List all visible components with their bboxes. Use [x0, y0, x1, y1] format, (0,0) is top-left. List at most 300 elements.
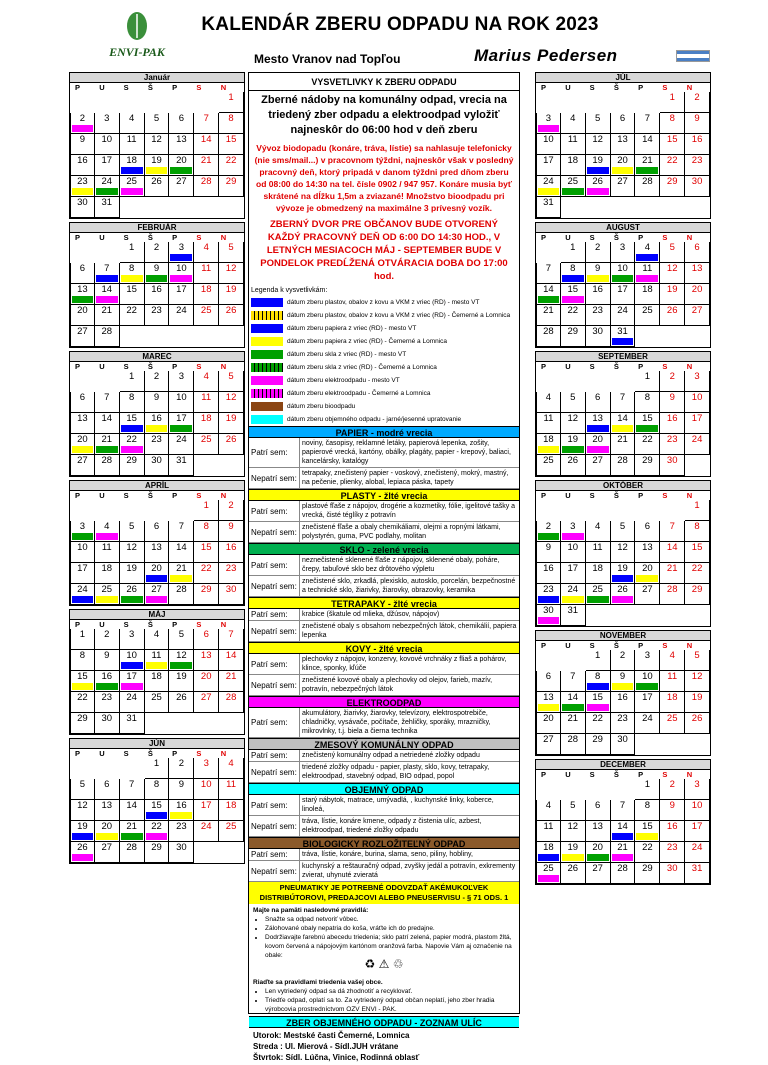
day-cell: 14 [611, 821, 636, 842]
day-cell: 27 [70, 455, 95, 476]
day-cell: 23 [145, 305, 170, 326]
day-cell: 10 [120, 650, 145, 671]
collection-marker [587, 275, 609, 282]
day-cell: 14 [660, 542, 685, 563]
day-cell: 23 [660, 842, 685, 863]
day-cell: 28 [95, 455, 120, 476]
svg-text:ENVI-PAK: ENVI-PAK [109, 45, 165, 59]
week-row [536, 521, 710, 542]
day-cell [685, 326, 710, 347]
flag-icon [676, 50, 710, 62]
month-4 [69, 609, 245, 735]
week-row [70, 392, 244, 413]
day-cell: 16 [660, 413, 685, 434]
day-cell [145, 92, 170, 113]
day-cell: 6 [635, 521, 660, 542]
day-cell [586, 371, 611, 392]
day-cell: 8 [586, 671, 611, 692]
day-cell: 5 [660, 242, 685, 263]
week-row [70, 821, 244, 842]
day-name: Š [613, 641, 619, 650]
day-cell: 31 [611, 326, 636, 347]
day-name: P [75, 749, 81, 758]
day-cell: 9 [536, 542, 561, 563]
category-belongs [249, 609, 519, 621]
day-cell: 3 [120, 629, 145, 650]
legend-text: dátum zberu elektroodpadu - Čemerné a Lomnica [287, 390, 431, 397]
day-cell: 23 [70, 176, 95, 197]
day-cell [660, 500, 685, 521]
day-name: N [220, 749, 227, 758]
day-cell: 27 [611, 176, 636, 197]
day-cell: 26 [70, 842, 95, 863]
day-cell: 24 [120, 692, 145, 713]
day-cell: 19 [169, 671, 194, 692]
day-name: P [638, 770, 644, 779]
day-cell: 5 [561, 800, 586, 821]
day-cell: 20 [169, 155, 194, 176]
day-cell: 29 [219, 176, 244, 197]
day-cell: 26 [660, 305, 685, 326]
day-cell: 21 [95, 305, 120, 326]
day-cell: 26 [219, 305, 244, 326]
category-belongs [249, 708, 519, 738]
day-cell: 15 [120, 284, 145, 305]
day-name: U [565, 233, 571, 242]
legend-swatch [251, 389, 283, 398]
day-names [536, 641, 710, 650]
month-0 [69, 72, 245, 219]
week-row [536, 779, 710, 800]
not-belongs-label: Nepatrí sem: [251, 473, 297, 483]
week-row [536, 176, 710, 197]
day-cell: 11 [561, 134, 586, 155]
category-title: ZMESOVÝ KOMUNÁLNY ODPAD [249, 738, 519, 750]
week-row [536, 821, 710, 842]
day-cell: 13 [611, 134, 636, 155]
legend-text: dátum zberu plastov, obalov z kovu a VKM z vriec (RD) - Čemerné a Lomnica [287, 312, 511, 319]
day-cell: 4 [635, 242, 660, 263]
day-cell: 20 [586, 842, 611, 863]
month-title: OKTÓBER [536, 481, 710, 491]
day-cell: 3 [169, 242, 194, 263]
day-name: Š [613, 770, 619, 779]
collection-marker [121, 446, 143, 453]
collection-marker [146, 596, 168, 603]
day-cell [194, 455, 219, 476]
day-cell: 28 [635, 176, 660, 197]
day-cell: 28 [219, 692, 244, 713]
day-cell: 11 [194, 263, 219, 284]
day-cell [561, 500, 586, 521]
week-row [70, 113, 244, 134]
day-cell: 26 [219, 434, 244, 455]
day-cell: 18 [635, 284, 660, 305]
day-name: U [565, 641, 571, 650]
category-title: BIOLOGICKY ROZLOŽITEĽNÝ ODPAD [249, 837, 519, 849]
day-name: S [196, 83, 202, 92]
collection-marker [612, 167, 634, 174]
day-cell: 8 [635, 392, 660, 413]
day-cell: 2 [219, 500, 244, 521]
bulky-street-line: Streda : Ul. Mierová - Sídl.JUH vrátane [253, 1042, 399, 1051]
day-name: U [565, 491, 571, 500]
collection-marker [121, 833, 143, 840]
day-name: S [589, 491, 595, 500]
day-cell: 15 [70, 671, 95, 692]
day-name: S [196, 362, 202, 371]
collection-marker [72, 833, 93, 840]
day-cell: 5 [120, 521, 145, 542]
rule-item: • Triedťe odpad, oplatí sa to. Za vytriedený odpad občan neplatí, jeho zber hradia výrobcovia prostredníctvom OZV ENVI - PAK. [265, 996, 515, 1014]
category-title: SKLO - zelené vrecia [249, 543, 519, 555]
day-cell: 1 [70, 629, 95, 650]
day-cell: 3 [70, 521, 95, 542]
day-cell: 29 [635, 863, 660, 884]
day-cell: 14 [95, 413, 120, 434]
day-name: P [541, 770, 547, 779]
day-name: P [638, 362, 644, 371]
day-cell: 16 [611, 692, 636, 713]
day-name: P [75, 83, 81, 92]
belongs-label: Patrí sem: [251, 718, 288, 727]
collection-marker [636, 254, 658, 261]
day-cell: 18 [586, 563, 611, 584]
day-cell: 1 [660, 92, 685, 113]
day-cell: 11 [219, 779, 244, 800]
day-name: S [589, 770, 595, 779]
day-cell: 5 [145, 113, 170, 134]
collection-marker [612, 596, 634, 603]
category-belongs [249, 555, 519, 576]
week-row [70, 779, 244, 800]
belongs-text: akumulátory, žiarivky, žiarovky, televízory, elektrospotrebiče, chladničky, vysávače, počítače, žehličky, sporáky, mrazničky, mikrovlnky, t.j. biela a čierna technika [299, 708, 519, 737]
day-cell: 14 [194, 134, 219, 155]
collection-marker [96, 533, 118, 540]
day-name: P [75, 620, 81, 629]
collection-marker [170, 275, 192, 282]
day-cell: 6 [586, 800, 611, 821]
week-row [536, 650, 710, 671]
collection-marker [612, 275, 634, 282]
week-row [70, 263, 244, 284]
collection-marker [72, 854, 93, 861]
day-cell: 11 [145, 650, 170, 671]
day-name: P [172, 362, 178, 371]
rules2-list [253, 987, 515, 1014]
day-name: U [99, 362, 105, 371]
day-cell [685, 734, 710, 755]
day-cell: 3 [685, 371, 710, 392]
day-names [70, 233, 244, 242]
day-cell: 4 [194, 242, 219, 263]
day-cell: 2 [70, 113, 95, 134]
day-cell [169, 713, 194, 734]
day-cell: 9 [70, 134, 95, 155]
day-cell [95, 758, 120, 779]
category-not-belongs [249, 816, 519, 837]
marius-pedersen-logo: Marius Pedersen [474, 46, 618, 65]
calendar-left-column [69, 72, 245, 867]
day-cell: 18 [219, 800, 244, 821]
day-cell: 10 [169, 263, 194, 284]
day-cell: 3 [685, 779, 710, 800]
day-cell: 24 [685, 434, 710, 455]
day-cell: 14 [635, 134, 660, 155]
day-cell: 7 [169, 521, 194, 542]
day-cell: 22 [194, 563, 219, 584]
day-cell: 14 [536, 284, 561, 305]
day-cell: 4 [95, 521, 120, 542]
belongs-text: plastové fľaše z nápojov, drogérie a kozmetiky, fólie, igelitové tašky a vrecká, čisté téglíky z potravín [299, 501, 519, 521]
week-row [70, 134, 244, 155]
collection-marker [636, 275, 658, 282]
week-row [70, 176, 244, 197]
day-cell: 8 [561, 263, 586, 284]
day-cell: 30 [660, 863, 685, 884]
day-cell [611, 605, 636, 626]
category-belongs [249, 849, 519, 861]
day-cell: 2 [145, 242, 170, 263]
legend-item [249, 309, 519, 322]
day-cell: 16 [95, 671, 120, 692]
day-name: P [638, 83, 644, 92]
day-cell [586, 92, 611, 113]
day-cell: 11 [120, 134, 145, 155]
legend-text: dátum zberu objemného odpadu - jarné/jesenné upratovanie [287, 416, 462, 423]
collection-marker [538, 854, 559, 861]
day-cell: 31 [120, 713, 145, 734]
day-cell [586, 605, 611, 626]
not-belongs-text: znečistené fľaše a obaly chemikáliami, olejmi a ropnými látkami, polystyrén, guma, PVC podlahy, molitan [299, 522, 519, 542]
calendar-right-column [535, 72, 711, 888]
belongs-label: Patrí sem: [251, 610, 288, 619]
day-cell: 6 [586, 392, 611, 413]
day-cell [169, 92, 194, 113]
day-cell: 21 [120, 821, 145, 842]
belongs-text: neznečistené sklenené fľaše z nápojov, sklenené obaly, poháre, črepy, tabuľové sklo bez drôtového výpletu [299, 555, 519, 575]
day-cell: 20 [586, 434, 611, 455]
day-cell: 9 [660, 800, 685, 821]
belongs-text: krabice (škatule od mlieka, džúsov, nápojov) [299, 609, 519, 620]
day-cell: 7 [635, 113, 660, 134]
day-cell: 22 [660, 155, 685, 176]
day-cell: 6 [611, 113, 636, 134]
day-cell: 13 [169, 134, 194, 155]
day-cell: 13 [536, 692, 561, 713]
day-cell: 16 [70, 155, 95, 176]
day-cell: 5 [70, 779, 95, 800]
day-cell: 14 [95, 284, 120, 305]
legend-item [249, 335, 519, 348]
collection-marker [72, 188, 93, 195]
day-cell: 15 [685, 542, 710, 563]
week-row [536, 134, 710, 155]
day-cell: 4 [194, 371, 219, 392]
day-cell: 18 [194, 413, 219, 434]
day-cell: 19 [219, 284, 244, 305]
week-row [536, 605, 710, 626]
day-cell [635, 500, 660, 521]
day-names [536, 362, 710, 371]
day-cell [536, 371, 561, 392]
day-cell: 20 [536, 713, 561, 734]
day-cell: 4 [536, 800, 561, 821]
collection-marker [636, 683, 658, 690]
recycle-icons: ♻ ⚠ ♲ [364, 957, 404, 971]
collection-marker [587, 188, 609, 195]
collection-marker [146, 167, 168, 174]
day-name: U [99, 749, 105, 758]
day-cell [70, 500, 95, 521]
day-cell: 30 [660, 455, 685, 476]
rules2-title: Riaďte sa pravidlami triedenia vašej obce. [253, 979, 383, 986]
bulky-streets-title: ZBER OBJEMNÉHO ODPADU - ZOZNAM ULÍC [249, 1016, 519, 1028]
day-cell: 23 [169, 821, 194, 842]
collection-marker [146, 662, 168, 669]
day-cell [536, 779, 561, 800]
legend-header: VYSVETLIVKY K ZBERU ODPADU [249, 73, 519, 91]
day-names [70, 362, 244, 371]
category-belongs [249, 795, 519, 816]
legend-swatch [251, 298, 283, 307]
week-row [536, 542, 710, 563]
day-cell [660, 605, 685, 626]
day-cell [70, 92, 95, 113]
day-cell [70, 371, 95, 392]
day-cell: 25 [145, 692, 170, 713]
day-names [70, 83, 244, 92]
day-cell: 24 [536, 176, 561, 197]
day-cell: 16 [660, 821, 685, 842]
day-name: S [662, 770, 668, 779]
day-cell: 18 [561, 155, 586, 176]
category-title: OBJEMNÝ ODPAD [249, 783, 519, 795]
collection-marker [170, 254, 192, 261]
collection-marker [96, 683, 118, 690]
day-cell: 1 [635, 371, 660, 392]
day-cell: 12 [219, 263, 244, 284]
day-cell: 22 [561, 305, 586, 326]
day-cell: 4 [145, 629, 170, 650]
day-name: U [99, 620, 105, 629]
day-cell [194, 197, 219, 218]
bulky-street-line: Štvrtok: Sídl. Lúčna, Vinice, Rodinná oblasť [253, 1053, 420, 1062]
day-cell: 19 [561, 434, 586, 455]
week-row [70, 434, 244, 455]
day-cell: 9 [685, 113, 710, 134]
day-cell [120, 197, 145, 218]
day-cell [611, 500, 636, 521]
collection-marker [538, 296, 559, 303]
collection-marker [146, 812, 168, 819]
day-cell [586, 500, 611, 521]
day-cell [685, 197, 710, 218]
day-cell: 31 [169, 455, 194, 476]
day-cell [145, 197, 170, 218]
day-cell: 25 [120, 176, 145, 197]
day-cell: 18 [120, 155, 145, 176]
day-cell: 27 [169, 176, 194, 197]
day-name: S [662, 83, 668, 92]
belongs-label: Patrí sem: [251, 800, 288, 810]
day-cell: 20 [70, 305, 95, 326]
day-cell: 7 [660, 521, 685, 542]
day-cell [120, 758, 145, 779]
day-cell: 30 [145, 455, 170, 476]
page-subtitle: Mesto Vranov nad Topľou [254, 52, 401, 66]
category-not-belongs [249, 522, 519, 543]
day-cell: 1 [561, 242, 586, 263]
day-cell [536, 650, 561, 671]
day-cell: 19 [685, 692, 710, 713]
belongs-text: plechovky z nápojov, konzervy, kovové vrchnáky z fliaš a pohárov, klince, sponky, kľúče [299, 654, 519, 674]
category-belongs [249, 750, 519, 762]
belongs-text: tráva, lístie, konáre, burina, slama, seno, piliny, hobliny, [299, 849, 519, 860]
day-cell: 5 [219, 242, 244, 263]
day-name: Š [613, 362, 619, 371]
day-name: S [123, 362, 129, 371]
day-cell: 12 [70, 800, 95, 821]
day-cell: 11 [586, 542, 611, 563]
day-name: Š [147, 83, 153, 92]
not-belongs-text: tráva, lístie, konáre kmene, odpady z čistenia ulíc, azbest, elektroodpad, triedené zložky odpadu [299, 816, 519, 836]
day-name: U [565, 83, 571, 92]
day-cell: 22 [145, 821, 170, 842]
day-cell: 27 [586, 455, 611, 476]
day-cell: 31 [95, 197, 120, 218]
day-cell: 9 [145, 263, 170, 284]
day-cell: 7 [194, 113, 219, 134]
day-cell: 24 [169, 305, 194, 326]
day-cell: 22 [219, 155, 244, 176]
day-cell: 17 [536, 155, 561, 176]
day-cell: 30 [169, 842, 194, 863]
not-belongs-label: Nepatrí sem: [251, 626, 297, 636]
day-name: Š [613, 83, 619, 92]
week-row [70, 155, 244, 176]
week-row [536, 692, 710, 713]
legend-item [249, 400, 519, 413]
day-cell: 27 [95, 842, 120, 863]
day-cell [561, 371, 586, 392]
day-name: S [662, 491, 668, 500]
collection-marker [538, 446, 559, 453]
day-cell: 15 [660, 134, 685, 155]
week-row [70, 305, 244, 326]
category-belongs [249, 501, 519, 522]
month-1 [69, 222, 245, 348]
week-row [536, 863, 710, 884]
day-cell: 16 [685, 134, 710, 155]
week-row [536, 500, 710, 521]
day-cell: 27 [586, 863, 611, 884]
day-cell [536, 92, 561, 113]
day-cell: 20 [194, 671, 219, 692]
day-cell: 30 [219, 584, 244, 605]
bulky-streets-list [249, 1028, 519, 1065]
legend-swatch [251, 402, 283, 411]
day-cell: 8 [70, 650, 95, 671]
week-row [536, 326, 710, 347]
day-cell: 27 [194, 692, 219, 713]
category-belongs [249, 438, 519, 468]
week-row [536, 713, 710, 734]
day-cell [120, 500, 145, 521]
day-name: N [686, 83, 693, 92]
day-cell: 19 [70, 821, 95, 842]
legend-text: dátum zberu skla z vriec (RD) - Čemerné a Lomnica [287, 364, 437, 371]
